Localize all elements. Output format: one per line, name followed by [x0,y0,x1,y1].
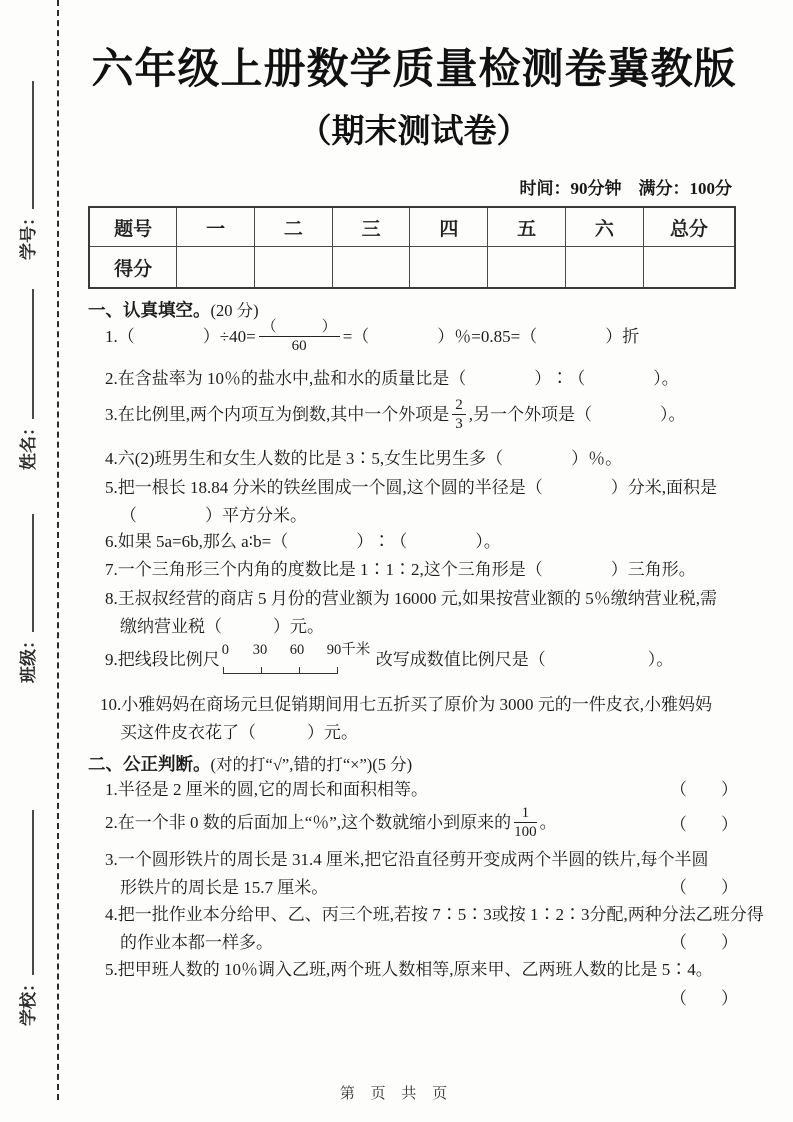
class-label [14,514,39,683]
q1-fraction-numerator: （ ） [259,318,340,337]
judge-q3-text: 形铁片的周长是 15.7 厘米。 [120,878,329,897]
judge-q5-answer-bracket: （ ） [670,989,738,1008]
judge-q4-answer-bracket: （ ） [670,933,738,952]
student-number-label [14,81,39,260]
score-table-header-cell: 四 [410,207,488,247]
judge-q2-fraction-denominator: 100 [514,824,537,840]
section2-heading-title: 二、公正判断。 [88,754,211,774]
fill-question-7: 7.一个三角形三个内角的度数比是 1∶1∶2,这个三角形是（ ）三角形。 [105,560,696,579]
q1-text-pre: 1.（ ）÷40= [105,326,256,346]
section2-heading [88,751,412,776]
class-blank-line [27,514,34,632]
judge-question-2 [105,804,740,841]
fill-question-1 [105,318,740,355]
q3-fraction-denominator: 3 [455,416,463,432]
judge-q1-text: 1.半径是 2 厘米的圆,它的周长和面积相等。 [105,780,428,799]
class-text: 班级： [19,632,38,683]
judge-question-5: 5.把甲班人数的 10％调入乙班,两个班人数相等,原来甲、乙两班人数的比是 5∶4。 [105,960,713,979]
fill-question-10-line2: 买这件皮衣花了（ ）元。 [120,723,358,742]
q9-text-post: 改写成数值比例尺是（ ）。 [375,650,674,669]
judge-q1-answer-bracket: （ ） [670,780,738,799]
score-cell [488,247,566,289]
score-table-header-cell: 三 [332,207,410,247]
q1-text-post: =（ ）％=0.85=（ ）折 [342,326,640,346]
judge-q2-fraction-numerator: 1 [514,804,537,823]
fill-question-8-line2: 缴纳营业税（ ）元。 [120,617,324,636]
score-table-header-cell: 题号 [89,207,177,247]
page-footer: 第 页 共 页 [339,1086,454,1102]
q1-fraction-denominator: 60 [291,338,307,354]
judge-question-1 [105,779,740,801]
score-cell [643,247,735,289]
fill-question-4: 4.六(2)班男生和女生人数的比是 3∶5,女生比男生多（ ）％。 [105,449,623,468]
score-table [88,206,736,289]
fill-question-10-line1: 10.小雅妈妈在商场元旦促销期间用七五折买了原价为 3000 元的一件皮衣,小雅妈妈 [100,695,712,714]
student-name-text: 姓名： [19,419,38,470]
q3-fraction [452,396,466,433]
judge-q4-text: 的作业本都一样多。 [120,933,273,952]
ruler-tick [299,667,300,674]
school-blank-line [27,810,34,975]
score-table-header-row [89,207,735,247]
judge-q2-text-post: 。 [539,812,557,832]
ruler-tick [261,667,262,674]
score-table-header-cell: 五 [488,207,566,247]
ruler-label-0: 0 [221,642,229,658]
fill-question-5-line1: 5.把一根长 18.84 分米的铁丝围成一个圆,这个圆的半径是（ ）分米,面积是 [105,478,717,497]
section2-heading-points: (对的打“√”,错的打“×”)(5 分) [210,755,413,774]
fill-question-3 [105,396,740,433]
section1-heading-points: (20 分) [210,301,259,320]
ruler-tick [337,667,338,674]
score-cell [332,247,410,289]
fill-question-6: 6.如果 5a=6b,那么 a∶b=（ ）∶（ ）。 [105,532,501,551]
student-number-blank-line [27,81,34,209]
fold-dashed-line [57,0,59,1100]
score-table-header-cell: 总分 [643,207,735,247]
page-title: 六年级上册数学质量检测卷冀教版 [91,45,737,92]
fill-question-2: 2.在含盐率为 10％的盐水中,盐和水的质量比是（ ）∶（ ）。 [105,369,679,388]
score-cell [565,247,643,289]
ruler-label-60: 60 [289,642,305,658]
exam-content [88,0,764,1122]
q3-text-post: ,另一个外项是（ ）。 [468,404,686,424]
score-cell [254,247,332,289]
judge-question-4-line1: 4.把一批作业本分给甲、乙、丙三个班,若按 7∶5∶3或按 1∶2∶3分配,两种分法乙班分得 [105,905,764,924]
judge-question-4-line2 [120,932,740,954]
fill-question-8-line1: 8.王叔叔经营的商店 5 月份的营业额为 16000 元,如果按营业额的 5％缴纳营业税,需 [105,589,717,608]
student-name-label [14,289,39,470]
q1-fraction [259,318,340,355]
q3-fraction-numerator: 2 [452,396,466,415]
fill-question-5-line2: （ ）平方分米。 [120,506,307,525]
ruler-label-90km: 90千米 [326,642,371,658]
judge-q2-fraction [514,804,537,841]
score-table-header-cell: 二 [254,207,332,247]
ruler-label-30: 30 [252,642,268,658]
segment-scale-ruler [222,642,374,678]
score-table-header-cell: 一 [177,207,255,247]
student-number-text: 学号： [19,209,38,260]
ruler-tick [223,667,224,674]
score-cell [177,247,255,289]
score-table-score-row [89,247,735,289]
judge-q2-answer-bracket: （ ） [670,815,738,834]
q3-text-pre: 3.在比例里,两个内项互为倒数,其中一个外项是 [105,404,450,424]
score-row-label: 得分 [89,247,177,289]
judge-question-3-line1: 3.一个圆形铁片的周长是 31.4 厘米,把它沿直径剪开变成两个半圆的铁片,每个半圆 [105,850,709,869]
student-name-blank-line [27,289,34,419]
page-subtitle: （期末测试卷） [298,112,530,149]
exam-meta: 时间：90分钟 满分：100分 [519,179,732,198]
judge-question-3-line2 [120,877,740,899]
school-label [14,810,39,1026]
ruler-line [223,673,337,674]
judge-q3-answer-bracket: （ ） [670,878,738,897]
fill-question-9 [105,642,740,678]
judge-q2-text-pre: 2.在一个非 0 数的后面加上“％”,这个数就缩小到原来的 [105,812,512,832]
section1-heading-title: 一、认真填空。 [88,300,211,320]
school-text: 学校： [19,975,38,1026]
q9-text-pre: 9.把线段比例尺 [105,650,220,669]
score-cell [410,247,488,289]
score-table-header-cell: 六 [565,207,643,247]
